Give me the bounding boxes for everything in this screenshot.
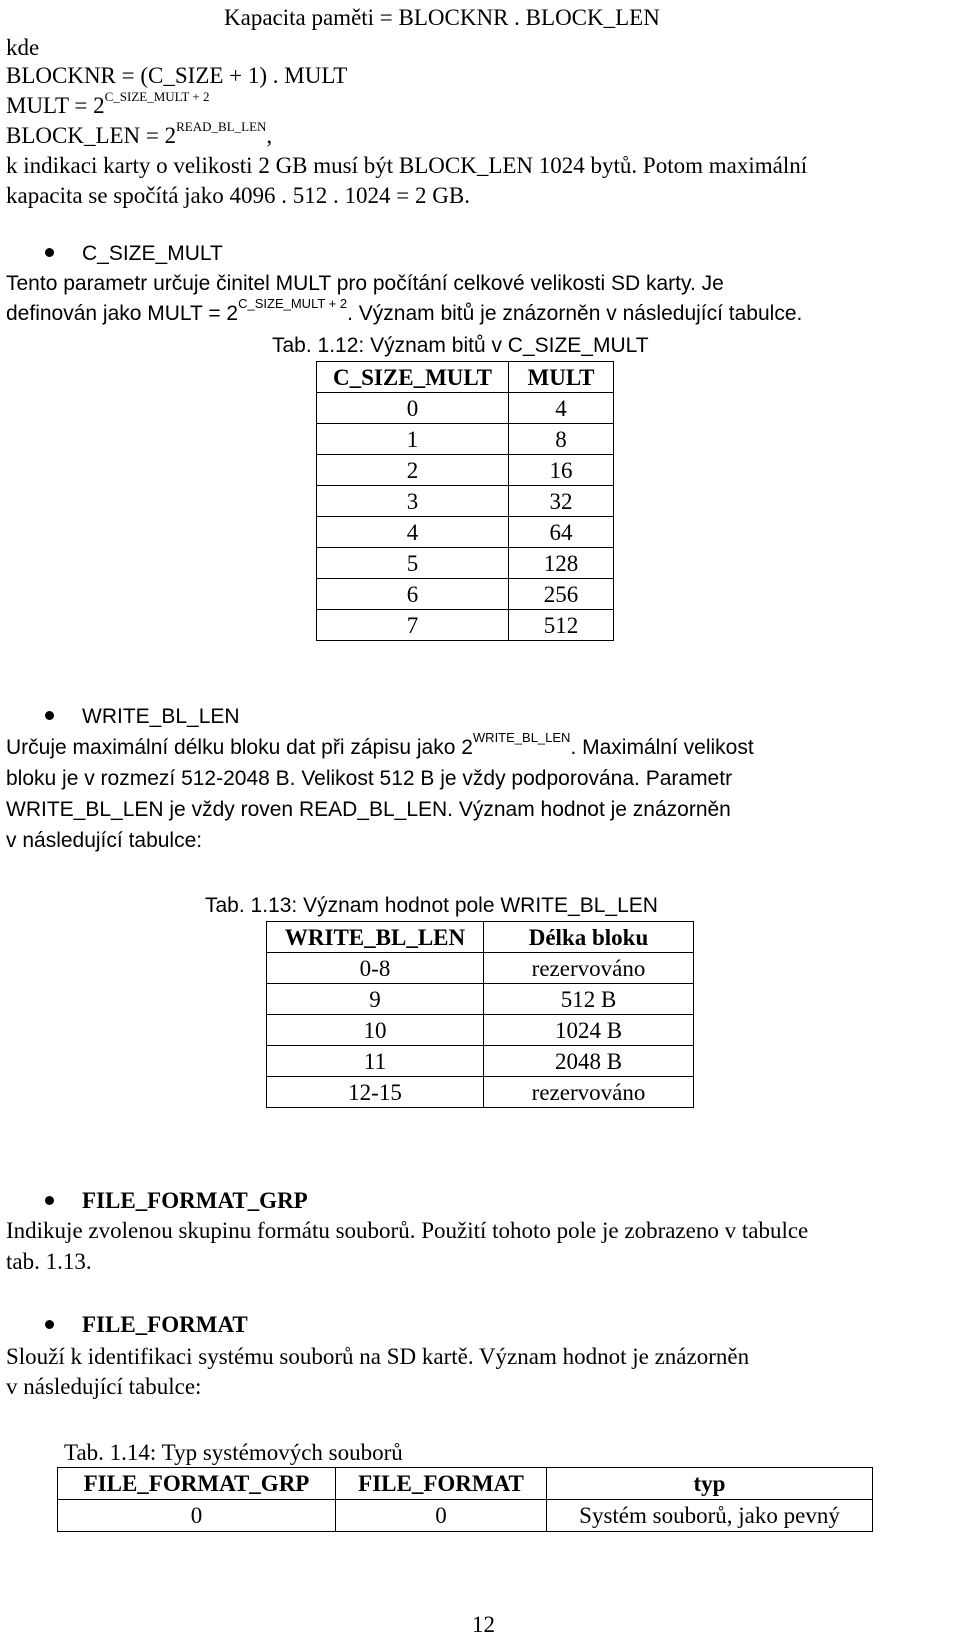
table-row xyxy=(267,984,694,1015)
table-row xyxy=(317,579,614,610)
table-1-13 xyxy=(266,921,694,1108)
table-1-14-header: typ xyxy=(547,1468,873,1500)
indication-line-1: k indikaci karty o velikosti 2 GB musí být BLOCK_LEN 1024 bytů. Potom maximální xyxy=(6,153,808,178)
table-1-14-header: FILE_FORMAT_GRP xyxy=(58,1468,336,1500)
table-1-14-header: FILE_FORMAT xyxy=(336,1468,547,1500)
table-row xyxy=(267,953,694,984)
file-format-grp-heading: FILE_FORMAT_GRP xyxy=(82,1188,308,1213)
indication-line-2: kapacita se spočítá jako 4096 . 512 . 1024 = 2 GB. xyxy=(6,183,470,208)
table-row xyxy=(317,486,614,517)
table-cell: 256 xyxy=(509,579,614,610)
table-cell: 128 xyxy=(509,548,614,579)
bullet-icon xyxy=(45,1196,54,1205)
mult-formula xyxy=(6,89,210,118)
table-1-12-caption: Tab. 1.12: Význam bitů v C_SIZE_MULT xyxy=(272,334,649,357)
table-1-14-caption: Tab. 1.14: Typ systémových souborů xyxy=(64,1440,403,1465)
table-cell: 1024 B xyxy=(484,1015,694,1046)
page-number: 12 xyxy=(472,1612,495,1637)
table-cell: 64 xyxy=(509,517,614,548)
table-1-13-header: Délka bloku xyxy=(484,922,694,953)
table-row xyxy=(317,424,614,455)
table-1-13-header: WRITE_BL_LEN xyxy=(267,922,484,953)
file-format-heading: FILE_FORMAT xyxy=(82,1312,248,1337)
file-format-grp-text-1: Indikuje zvolenou skupinu formátu souborů. Použití tohoto pole je zobrazeno v tabulce xyxy=(6,1218,809,1243)
blocknr-formula: BLOCKNR = (C_SIZE + 1) . MULT xyxy=(6,63,348,88)
table-row xyxy=(267,1077,694,1108)
table-row xyxy=(58,1500,873,1532)
capacity-formula: Kapacita paměti = BLOCKNR . BLOCK_LEN xyxy=(224,5,660,30)
table-row xyxy=(267,1046,694,1077)
table-cell: 3 xyxy=(317,486,509,517)
table-cell: rezervováno xyxy=(484,953,694,984)
blocklen-formula-exponent: READ_BL_LEN xyxy=(176,119,267,134)
table-row xyxy=(317,517,614,548)
write-bl-len-heading: WRITE_BL_LEN xyxy=(82,705,240,728)
table-1-12 xyxy=(316,361,614,641)
table-cell: 2048 B xyxy=(484,1046,694,1077)
table-1-14 xyxy=(57,1467,873,1532)
table-cell: 0-8 xyxy=(267,953,484,984)
write-bl-len-text-3: WRITE_BL_LEN je vždy roven READ_BL_LEN. Význam hodnot je znázorněn xyxy=(6,798,731,821)
table-row xyxy=(317,610,614,641)
table-row xyxy=(317,455,614,486)
write-bl-len-text-1-exponent: WRITE_BL_LEN xyxy=(472,730,571,745)
table-cell: 16 xyxy=(509,455,614,486)
table-1-13-caption: Tab. 1.13: Význam hodnot pole WRITE_BL_LEN xyxy=(205,894,658,917)
blocklen-formula xyxy=(6,119,273,148)
table-cell: 2 xyxy=(317,455,509,486)
table-cell: 12-15 xyxy=(267,1077,484,1108)
table-cell: 7 xyxy=(317,610,509,641)
table-cell: 0 xyxy=(317,393,509,424)
write-bl-len-text-1 xyxy=(6,730,754,759)
table-row xyxy=(317,548,614,579)
table-cell: 10 xyxy=(267,1015,484,1046)
write-bl-len-text-4: v následující tabulce: xyxy=(6,829,203,852)
table-cell: 5 xyxy=(317,548,509,579)
mult-formula-base: MULT = 2 xyxy=(6,93,105,118)
table-cell: 32 xyxy=(509,486,614,517)
table-cell: Systém souborů, jako pevný xyxy=(547,1500,873,1532)
csize-mult-heading: C_SIZE_MULT xyxy=(82,242,223,265)
csize-mult-text-1: Tento parametr určuje činitel MULT pro počítání celkové velikosti SD karty. Je xyxy=(6,272,724,295)
mult-formula-exponent: C_SIZE_MULT + 2 xyxy=(104,89,210,104)
table-cell: 9 xyxy=(267,984,484,1015)
blocklen-formula-tail: , xyxy=(266,123,273,148)
write-bl-len-text-1-start: Určuje maximální délku bloku dat při zápisu jako 2 xyxy=(6,736,473,759)
file-format-text-1: Slouží k identifikaci systému souborů na SD kartě. Význam hodnot je znázorněn xyxy=(6,1344,750,1369)
csize-mult-text-2-exponent: C_SIZE_MULT + 2 xyxy=(238,296,348,311)
table-cell: 0 xyxy=(58,1500,336,1532)
write-bl-len-text-1-end: . Maximální velikost xyxy=(570,736,754,759)
csize-mult-text-2-end: . Význam bitů je znázorněn v následující tabulce. xyxy=(347,302,803,325)
csize-mult-text-2-start: definován jako MULT = 2 xyxy=(6,302,239,325)
table-row xyxy=(317,393,614,424)
where-text: kde xyxy=(6,35,40,60)
table-cell: 512 B xyxy=(484,984,694,1015)
table-cell: 4 xyxy=(317,517,509,548)
table-1-12-header: MULT xyxy=(509,362,614,393)
table-cell: 11 xyxy=(267,1046,484,1077)
table-row xyxy=(267,1015,694,1046)
bullet-icon xyxy=(45,1320,54,1329)
file-format-text-2: v následující tabulce: xyxy=(6,1374,202,1399)
table-cell: 0 xyxy=(336,1500,547,1532)
table-1-12-header: C_SIZE_MULT xyxy=(317,362,509,393)
bullet-icon xyxy=(45,711,54,720)
csize-mult-text-2 xyxy=(6,296,803,325)
blocklen-formula-base: BLOCK_LEN = 2 xyxy=(6,123,177,148)
table-cell: 512 xyxy=(509,610,614,641)
write-bl-len-text-2: bloku je v rozmezí 512-2048 B. Velikost 512 B je vždy podporována. Parametr xyxy=(6,767,733,790)
table-cell: 8 xyxy=(509,424,614,455)
file-format-grp-text-2: tab. 1.13. xyxy=(6,1249,92,1274)
table-cell: 4 xyxy=(509,393,614,424)
table-cell: 1 xyxy=(317,424,509,455)
bullet-icon xyxy=(45,248,54,257)
table-cell: rezervováno xyxy=(484,1077,694,1108)
table-cell: 6 xyxy=(317,579,509,610)
